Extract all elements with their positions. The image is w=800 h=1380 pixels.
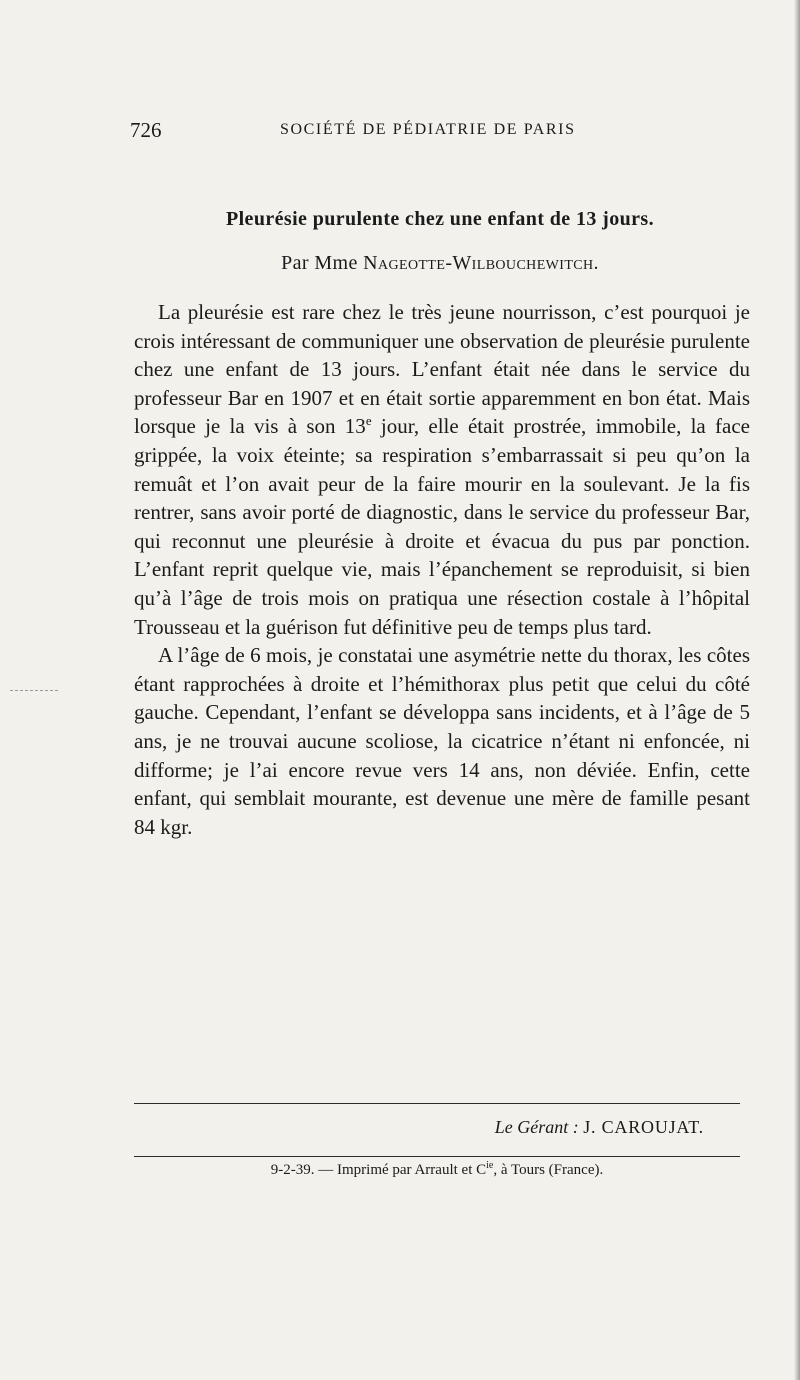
gerant-line — [134, 1117, 704, 1138]
article-title: Pleurésie purulente chez une enfant de 13 jours. — [225, 208, 655, 230]
imprint-superscript: ie — [486, 1160, 494, 1171]
author-prefix: Par Mme — [281, 252, 358, 274]
paragraph-1 — [134, 298, 750, 641]
ordinal-superscript: e — [365, 413, 372, 429]
author-name: Nageotte-Wilbouchewitch. — [363, 252, 599, 274]
paragraph-2: A l’âge de 6 mois, je constatai une asymétrie nette du thorax, les côtes étant rapprochées à droite et l’hémithorax plus petit que celui du côté gauche. Cependant, l’enfant se développa sans incidents, et à l’âge de 5 ans, je ne trouvai aucune scoliose, la cicatrice n’étant ni enfoncée, ni difforme; je l’ai encore revue vers 14 ans, non déviée. Enfin, cette enfant, qui semblait mourante, est devenue une mère de famille pesant 84 kgr. — [134, 643, 750, 839]
imprint-part-a: 9-2-39. — Imprimé par Arrault et C — [270, 1162, 487, 1178]
paragraph-1-part-b: jour, elle était prostrée, immobile, la face grippée, la voix éteinte; sa respiration s’embarrassait si peu qu’on la remuât et l’on avait peur de la faire mourir en la soulevant. Je la fis rentrer, sans avoir porté de diagnostic, dans le service du professeur Bar, qui reconnut une pleurésie à droite et évacua du pus par ponction. L’enfant reprit quelque vie, mais l’épanchement se reproduisit, si bien qu’à l’âge de trois mois on pratiqua une résection costale à l’hôpital Trousseau et la guérison fut définitive peu de temps plus tard. — [134, 414, 750, 639]
paragraph-1-part-a: La pleurésie est rare chez le très jeune nourrisson, c’est pourquoi je crois intéressant de communiquer une observation de pleurésie purulente chez une enfant de 13 jours. L’enfant était née dans le service du professeur Bar en 1907 et en était sortie apparemment en bon état. Mais lorsque je la vis à son 13 — [134, 300, 750, 439]
article-body — [134, 298, 750, 841]
author-line — [130, 252, 750, 275]
page-edge-shadow — [794, 0, 800, 1380]
margin-mark — [10, 690, 58, 692]
page-header — [130, 118, 730, 148]
page-number: 726 — [130, 118, 162, 142]
footer-rule-top — [134, 1103, 740, 1104]
running-title: SOCIÉTÉ DE PÉDIATRIE DE PARIS — [280, 121, 576, 138]
gerant-role: Le Gérant : — [494, 1117, 579, 1137]
footer-rule-bottom — [134, 1156, 740, 1157]
imprint-part-b: , à Tours (France). — [493, 1162, 604, 1178]
gerant-name: J. CAROUJAT. — [583, 1117, 704, 1137]
imprint-line — [134, 1162, 740, 1179]
